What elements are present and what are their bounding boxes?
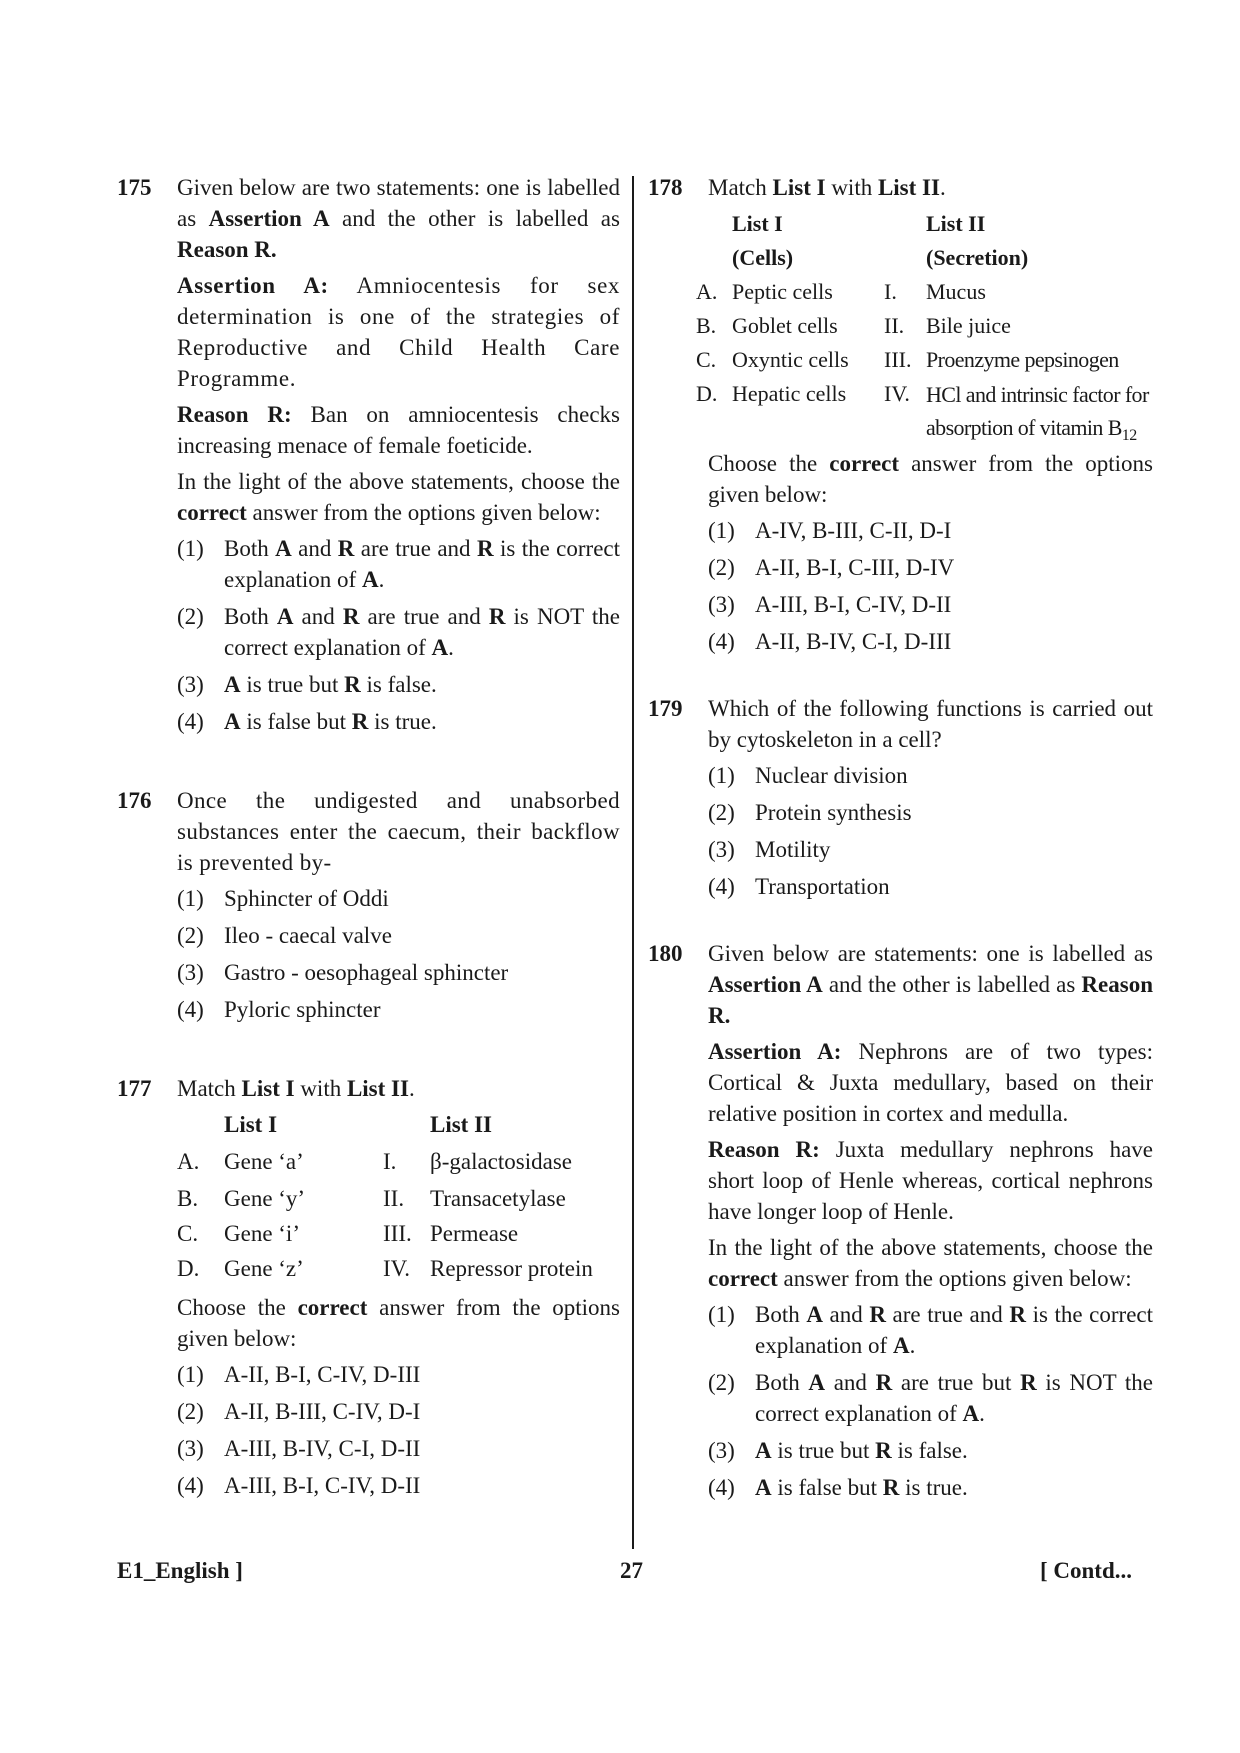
list-1-heading: List I: [732, 211, 783, 236]
question-179: [648, 693, 1153, 902]
column-divider: [632, 176, 634, 1549]
option-2[interactable]: (2) Both A and R are true but R is NOT the correct explanation of A.: [708, 1370, 1154, 1426]
question-177: [117, 1073, 620, 1501]
option-3[interactable]: (3) A is true but R is false.: [708, 1438, 968, 1463]
option-4[interactable]: (4) A-II, B-IV, C-I, D-III: [708, 629, 952, 654]
footer-booklet-label: E1_English ]: [117, 1558, 243, 1583]
reason: Reason R: Ban on amniocentesis checks increasing menace of female foeticide.: [177, 402, 620, 458]
assertion: Assertion A: Amniocentesis for sex determination is one of the strategies of Reproductive and Child Health Care Programme.: [177, 273, 620, 391]
question-text: Once the undigested and unabsorbed substances enter the caecum, their backflow is prevented by-: [177, 788, 620, 875]
right-column: [648, 172, 1153, 1509]
match-row: A. Gene ‘a’ I. β-galactosidase: [177, 1149, 572, 1174]
option-3[interactable]: (3) Motility: [708, 837, 831, 862]
list-1-heading: List I: [224, 1112, 278, 1137]
option-1[interactable]: (1) Sphincter of Oddi: [177, 886, 389, 911]
question-180: [648, 938, 1153, 1503]
list-2-heading: List II: [926, 211, 986, 236]
option-4[interactable]: (4) A-III, B-I, C-IV, D-II: [177, 1473, 421, 1498]
option-2[interactable]: (2) Ileo - caecal valve: [177, 923, 392, 948]
match-row: B. Gene ‘y’ II. Transacetylase: [177, 1186, 566, 1211]
choose-instruction: In the light of the above statements, choose the correct answer from the options given below:: [177, 469, 620, 525]
match-table: [696, 208, 1152, 444]
subscript-12: 12: [1121, 427, 1137, 444]
question-number: 177: [117, 1076, 152, 1101]
match-row: B. Goblet cells II. Bile juice: [696, 313, 1011, 338]
question-intro: Given below are two statements: one is labelled as Assertion A and the other is labelled as Reason R.: [177, 175, 620, 262]
question-number: 175: [117, 175, 152, 200]
match-row: D. Hepatic cells IV. HCl and intrinsic factor for absorption of vitamin $B_{12}$: [696, 381, 1149, 444]
left-column: [117, 172, 620, 1507]
reason: Reason R: Juxta medullary nephrons have short loop of Henle whereas, cortical nephrons have longer loop of Henle.: [708, 1137, 1153, 1224]
question-intro: Match List I with List II.: [708, 175, 946, 200]
choose-instruction: Choose the correct answer from the options given below:: [177, 1295, 620, 1351]
match-row: A. Peptic cells I. Mucus: [696, 279, 986, 304]
question-number: 176: [117, 788, 152, 813]
option-4[interactable]: (4) A is false but R is true.: [708, 1475, 968, 1500]
choose-instruction: In the light of the above statements, choose the correct answer from the options given below:: [708, 1235, 1153, 1291]
option-1[interactable]: (1) Nuclear division: [708, 763, 908, 788]
option-3[interactable]: (3) A-III, B-I, C-IV, D-II: [708, 592, 952, 617]
option-3[interactable]: (3) A-III, B-IV, C-I, D-II: [177, 1436, 421, 1461]
list-2-heading: List II: [430, 1112, 492, 1137]
match-table: [177, 1109, 593, 1288]
option-4[interactable]: (4) Transportation: [708, 874, 890, 899]
option-2[interactable]: (2) A-II, B-I, C-III, D-IV: [708, 555, 955, 580]
list-2-subheading: (Secretion): [926, 245, 1029, 270]
match-row: C. Gene ‘i’ III. Permease: [177, 1221, 519, 1246]
option-2[interactable]: (2) Both A and R are true and R is NOT the correct explanation of A.: [177, 604, 620, 660]
list-1-subheading: (Cells): [732, 245, 794, 270]
question-intro: Given below are statements: one is labelled as Assertion A and the other is labelled as Reason R.: [708, 941, 1153, 1028]
option-3[interactable]: (3) A is true but R is false.: [177, 672, 437, 697]
question-number: 179: [648, 696, 683, 721]
option-1[interactable]: (1) Both A and R are true and R is the correct explanation of A.: [708, 1302, 1154, 1358]
assertion: Assertion A: Nephrons are of two types: Cortical & Juxta medullary, based on their relative position in cortex and medulla.: [708, 1039, 1153, 1126]
option-2[interactable]: (2) A-II, B-III, C-IV, D-I: [177, 1399, 421, 1424]
option-1[interactable]: (1) A-II, B-I, C-IV, D-III: [177, 1362, 421, 1387]
question-178: [648, 172, 1153, 657]
page-number: 27: [620, 1558, 643, 1583]
question-175: [117, 172, 620, 737]
option-1[interactable]: (1) A-IV, B-III, C-II, D-I: [708, 518, 952, 543]
option-3[interactable]: (3) Gastro - oesophageal sphincter: [177, 960, 509, 985]
question-176: [117, 785, 620, 1025]
question-intro: Match List I with List II.: [177, 1076, 415, 1101]
option-4[interactable]: (4) A is false but R is true.: [177, 709, 437, 734]
match-row: D. Gene ‘z’ IV. Repressor protein: [177, 1256, 593, 1281]
option-2[interactable]: (2) Protein synthesis: [708, 800, 912, 825]
question-text: Which of the following functions is carried out by cytoskeleton in a cell?: [708, 696, 1153, 752]
question-number: 178: [648, 175, 683, 200]
option-1[interactable]: (1) Both A and R are true and R is the correct explanation of A.: [177, 536, 621, 592]
question-number: 180: [648, 941, 683, 966]
match-row: C. Oxyntic cells III. Proenzyme pepsinogen: [696, 347, 1119, 372]
option-4[interactable]: (4) Pyloric sphincter: [177, 997, 381, 1022]
choose-instruction: Choose the correct answer from the options given below:: [708, 451, 1153, 507]
footer-continued: [ Contd...: [1040, 1558, 1133, 1583]
